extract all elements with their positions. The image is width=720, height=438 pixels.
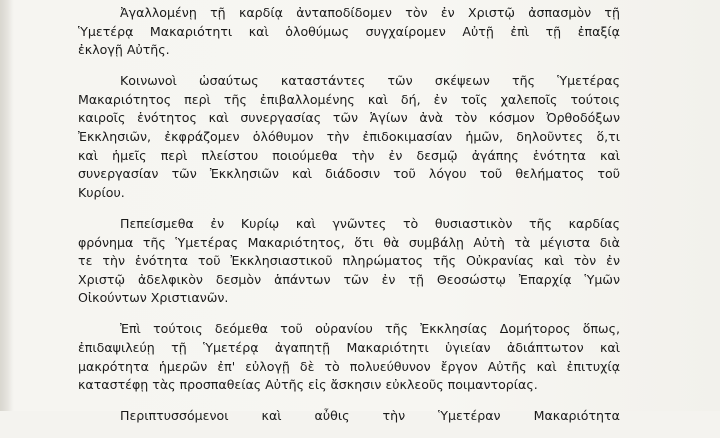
word: αὖθις bbox=[314, 408, 350, 424]
paragraph-2 bbox=[78, 72, 620, 202]
text-line: ἐκλογῇ Αὐτῆς. bbox=[78, 42, 170, 58]
text-line: Ἐπὶ τούτοις δεόμεθα τοῦ οὐρανίου τῆς Ἐκκλησίας Δομήτορος ὅπως, bbox=[120, 321, 620, 337]
text-line: μακρότητα ἡμερῶν ἐπ' εὐλογῇ δὲ τὸ πολυεύθυνον ἔργον Αὐτῆς καὶ ἐπιτυχίᾳ bbox=[78, 358, 620, 374]
word: τὴν bbox=[382, 408, 406, 424]
word: Μακαριότητα bbox=[533, 408, 620, 424]
text-line: καιροῖς ἑνότητος καὶ συνεργασίας τῶν Ἁγίων ἀνὰ τὸν κόσμον Ὀρθοδόξων bbox=[78, 110, 620, 126]
page-edge-shadow bbox=[0, 0, 14, 411]
text-line: Ὑμετέρᾳ Μακαριότητι καὶ ὁλοθύμως συγχαίρομεν Αὐτῇ ἐπὶ τῇ ἐπαξίᾳ bbox=[78, 23, 620, 39]
letter-body bbox=[78, 4, 620, 438]
paragraph-3 bbox=[78, 215, 620, 308]
text-line: συνεργασίαν τῶν Ἐκκλησιῶν καὶ διάδοσιν τοῦ λόγου τοῦ θελήματος τοῦ bbox=[78, 166, 620, 182]
text-line-partial bbox=[78, 407, 620, 426]
paragraph-4 bbox=[78, 320, 620, 394]
text-line: καταστέφῃ τὰς προσπαθείας Αὐτῆς εἰς ἄσκησιν εὐκλεοῦς ποιμαντορίας. bbox=[78, 377, 538, 393]
text-line: φρόνημα τῆς Ὑμετέρας Μακαριότητος, ὅτι θὰ συμβάλῃ Αὐτὴ τὰ μέγιστα διὰ bbox=[78, 234, 620, 250]
text-line: Ἀγαλλομένῃ τῇ καρδίᾳ ἀνταποδίδομεν τὸν ἐν Χριστῷ ἀσπασμὸν τῇ bbox=[120, 5, 620, 20]
text-line: Κοινωνοὶ ὡσαύτως καταστάντες τῶν σκέψεων τῆς Ὑμετέρας bbox=[120, 73, 620, 89]
text-line: Χριστῷ ἀδελφικὸν δεσμὸν ἁπάντων τῶν ἐν τῇ Θεοσώστῳ Ἐπαρχίᾳ Ὑμῶν bbox=[78, 271, 620, 287]
text-line: Μακαριότητος περὶ τῆς ἐπιβαλλομένης καὶ δή, ἐν τοῖς χαλεποῖς τούτοις bbox=[78, 91, 620, 107]
paragraph-5 bbox=[78, 407, 620, 426]
text-line: καὶ ἡμεῖς περὶ πλείστου ποιούμεθα τὴν ἐν δεσμῷ ἀγάπης ἑνότητα καὶ bbox=[78, 147, 620, 163]
text-line: Ἐκκλησιῶν, ἐκφράζομεν ὁλόθυμον τὴν ἐπιδοκιμασίαν ἡμῶν, δηλοῦντες ὅ,τι bbox=[78, 129, 620, 145]
text-line: τε τὴν ἑνότητα τοῦ Ἐκκλησιαστικοῦ πληρώματος τῆς Οὐκρανίας καὶ τὸν ἐν bbox=[78, 253, 620, 269]
word: καὶ bbox=[261, 408, 282, 424]
text-line: Πεπείσμεθα ἐν Κυρίῳ καὶ γνῶντες τὸ θυσιαστικὸν τῆς καρδίας bbox=[120, 215, 620, 231]
text-line: Κυρίου. bbox=[78, 184, 125, 200]
word: Ὑμετέραν bbox=[438, 408, 501, 424]
text-line: Οἰκούντων Χριστιανῶν. bbox=[78, 290, 229, 306]
paragraph-1 bbox=[78, 4, 620, 60]
text-line: ἐπιδαψιλεύῃ τῇ Ὑμετέρᾳ ἀγαπητῇ Μακαριότητι ὑγιείαν ἀδιάπτωτον καὶ bbox=[78, 340, 620, 355]
word: Περιπτυσσόμενοι bbox=[120, 408, 229, 424]
